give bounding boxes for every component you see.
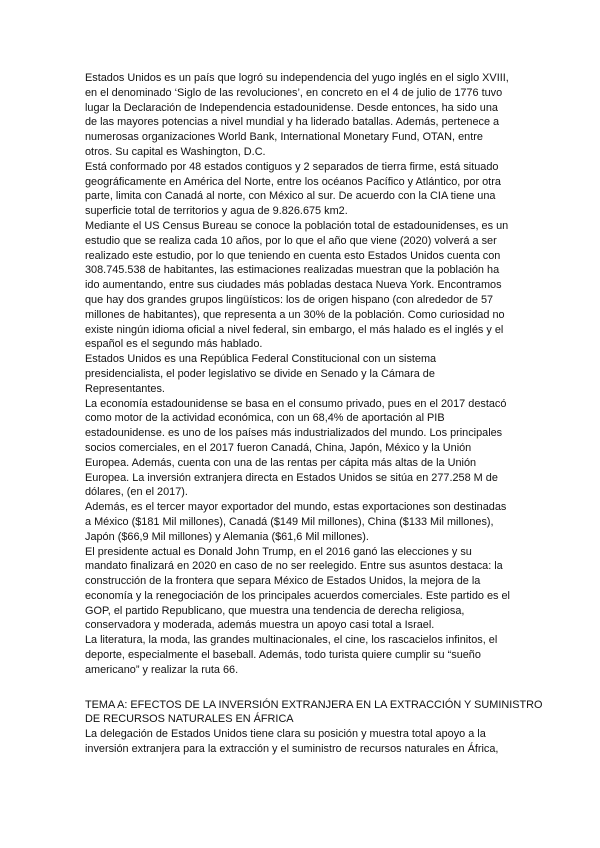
paragraph [85, 500, 525, 544]
text-line: deporte, especialmente el baseball. Además, todo turista quiere cumplir su “sueño [85, 649, 481, 662]
text-line: Estados Unidos es un país que logró su independencia del yugo inglés en el siglo XVIII, [85, 72, 509, 84]
text-line: Mediante el US Census Bureau se conoce la población total de estadounidenses, es un [85, 219, 509, 232]
text-line: en el denominado ‘Siglo de las revoluciones’, en concreto en el 4 de julio de 1776 tuvo [85, 86, 503, 99]
topic-paragraph [85, 727, 525, 757]
text-line: Europea. Además, cuenta con una de las rentas per cápita más altas de la Unión [85, 456, 477, 469]
text-line: GOP, el partido Republicano, que muestra una tendencia de derecha religiosa, [85, 604, 465, 617]
text-line: realizado este estudio, por lo que teniendo en cuenta esto Estados Unidos cuenta con [85, 249, 501, 262]
text-line: millones de habitantes), que representa a un 30% de la población. Como curiosidad no [85, 308, 505, 321]
text-line: La economía estadounidense se basa en el consumo privado, pues en el 2017 destacó [85, 397, 507, 410]
heading-line: TEMA A: EFECTOS DE LA INVERSIÓN EXTRANJERA EN LA EXTRACCIÓN Y SUMINISTRO [85, 698, 543, 711]
document-body [85, 71, 525, 678]
text-line: que hay dos grandes grupos lingüísticos: los de origen hispano (con alrededor de 57 [85, 293, 494, 306]
text-line: Estados Unidos es una República Federal Constitucional con un sistema [85, 353, 437, 366]
text-line: El presidente actual es Donald John Trump, en el 2016 ganó las elecciones y su [85, 545, 472, 558]
document-page [85, 71, 543, 757]
heading-line: DE RECURSOS NATURALES EN ÁFRICA [85, 713, 294, 726]
text-line: americano” y realizar la ruta 66. [85, 663, 239, 676]
text-line: economía y la renegociación de los principales acuerdos comerciales. Este partido es el [85, 589, 510, 602]
text-line: construcción de la frontera que separa México de Estados Unidos, la mejora de la [85, 575, 481, 588]
text-line: dólares, (en el 2017). [85, 486, 188, 499]
paragraph [85, 397, 525, 501]
text-line: conservadora y moderada, además muestra un apoyo casi total a Israel. [85, 619, 435, 632]
paragraph [85, 352, 525, 396]
text-line: Además, es el tercer mayor exportador del mundo, estas exportaciones son destinadas [85, 501, 507, 514]
paragraph [85, 545, 525, 634]
text-line: ido aumentando, entre sus ciudades más pobladas destaca Nueva York. Encontramos [85, 279, 502, 292]
text-line: lugar la Declaración de Independencia estadounidense. Desde entonces, ha sido una [85, 101, 498, 114]
topic-heading [85, 698, 543, 728]
paragraph [85, 160, 525, 219]
text-line: español es el segundo más hablado. [85, 338, 263, 351]
text-line: geográficamente en América del Norte, entre los océanos Pacífico y Atlántico, por otra [85, 175, 501, 188]
text-line: estudio que se realiza cada 10 años, por lo que el año que viene (2020) volverá a ser [85, 234, 497, 247]
text-line: de las mayores potencias a nivel mundial y ha liderado batallas. Además, pertenece a [85, 116, 500, 129]
text-line: existe ningún idioma oficial a nivel federal, sin embargo, el más halado es el inglés y el [85, 323, 504, 336]
text-line: La literatura, la moda, las grandes multinacionales, el cine, los rascacielos infinitos, el [85, 634, 498, 647]
text-line: a México ($181 Mil millones), Canadá ($149 Mil millones), China ($133 Mil millones), [85, 515, 494, 528]
paragraph [85, 219, 525, 352]
text-line: Japón ($66,9 Mil millones) y Alemania ($61,6 Mil millones). [85, 530, 369, 543]
text-line: otros. Su capital es Washington, D.C. [85, 145, 266, 158]
text-line: estadounidense. es uno de los países más industrializados del mundo. Los principales [85, 427, 503, 440]
text-line: Está conformado por 48 estados contiguos y 2 separados de tierra firme, está situado [85, 160, 499, 173]
paragraph-gap [85, 678, 525, 698]
text-line: mandato finalizará en 2020 en caso de no ser reelegido. Entre sus asuntos destaca: la [85, 560, 503, 573]
text-line: parte, limita con Canadá al norte, con México al sur. De acuerdo con la CIA tiene una [85, 190, 496, 203]
text-line: socios comerciales, en el 2017 fueron Canadá, China, Japón, México y la Unión [85, 441, 472, 454]
paragraph [85, 71, 525, 160]
paragraph [85, 633, 525, 677]
text-line: inversión extranjera para la extracción y el suministro de recursos naturales en África, [85, 743, 499, 756]
text-line: Europea. La inversión extranjera directa en Estados Unidos se sitúa en 277.258 M de [85, 471, 498, 484]
text-line: Representantes. [85, 382, 165, 395]
text-line: superficie total de territorios y agua de 9.826.675 km2. [85, 205, 348, 218]
text-line: presidencialista, el poder legislativo se divide en Senado y la Cámara de [85, 367, 435, 380]
text-line: La delegación de Estados Unidos tiene clara su posición y muestra total apoyo a la [85, 728, 486, 741]
text-line: 308.745.538 de habitantes, las estimaciones realizadas muestran que la población ha [85, 264, 500, 277]
text-line: numerosas organizaciones World Bank, International Monetary Fund, OTAN, entre [85, 131, 483, 144]
text-line: como motor de la actividad económica, con un 68,4% de aportación al PIB [85, 412, 445, 425]
